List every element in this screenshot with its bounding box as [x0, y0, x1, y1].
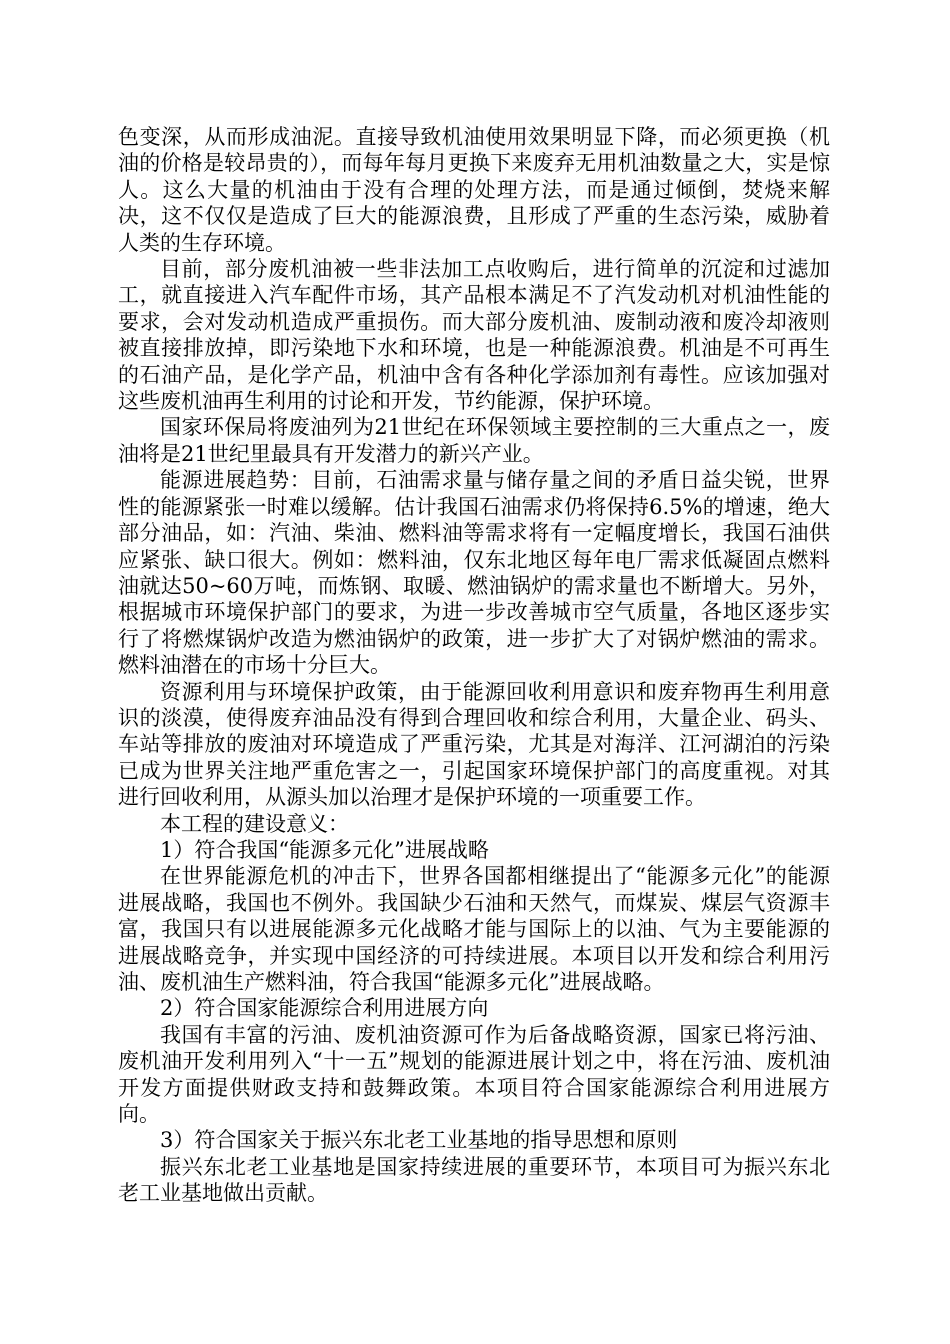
- subheading-3: 3）符合国家关于振兴东北老工业基地的指导思想和原则: [160, 1128, 678, 1153]
- document-body: [118, 124, 830, 1207]
- paragraph-4: 能源进展趋势：目前，石油需求量与储存量之间的矛盾日益尖锐，世界性的能源紧张一时难以缓解。估计我国石油需求仍将保持6.5%的增速，绝大部分油品，如：汽油、柴油、燃料油等需求将有一定幅度增长，我国石油供应紧张、缺口很大。例如：燃料油，仅东北地区每年电厂需求低凝固点燃料油就达50~60万吨，而炼钢、取暖、燃油锅炉的需求量也不断增大。另外，根据城市环境保护部门的要求，为进一步改善城市空气质量，各地区逐步实行了将燃煤锅炉改造为燃油锅炉的政策，进一步扩大了对锅炉燃油的需求。燃料油潜在的市场十分巨大。: [118, 468, 830, 678]
- section-heading-significance: 本工程的建设意义：: [160, 811, 349, 836]
- paragraph-6: 在世界能源危机的冲击下，世界各国都相继提出了“能源多元化”的能源进展战略，我国也不例外。我国缺少石油和天然气，而煤炭、煤层气资源丰富，我国只有以进展能源多元化战略才能与国际上的以油、气为主要能源的进展战略竞争，并实现中国经济的可持续进展。本项目以开发和综合利用污油、废机油生产燃料油，符合我国“能源多元化”进展战略。: [118, 864, 830, 994]
- paragraph-7: 我国有丰富的污油、废机油资源可作为后备战略资源，国家已将污油、废机油开发利用列入“十一五”规划的能源进展计划之中，将在污油、废机油开发方面提供财政支持和鼓舞政策。本项目符合国家能源综合利用进展方向。: [118, 1022, 830, 1127]
- subheading-1: 1）符合我国“能源多元化”进展战略: [160, 837, 489, 862]
- paragraph-5: 资源利用与环境保护政策，由于能源回收利用意识和废弃物再生利用意识的淡漠，使得废弃油品没有得到合理回收和综合利用，大量企业、码头、车站等排放的废油对环境造成了严重污染，尤其是对海洋、江河湖泊的污染已成为世界关注地严重危害之一，引起国家环境保护部门的高度重视。对其进行回收利用，从源头加以治理才是保护环境的一项重要工作。: [118, 679, 830, 810]
- paragraph-1: 色变深，从而形成油泥。直接导致机油使用效果明显下降，而必须更换（机油的价格是较昂贵的），而每年每月更换下来废弃无用机油数量之大，实是惊人。这么大量的机油由于没有合理的处理方法，而是通过倾倒，焚烧来解决，这不仅仅是造成了巨大的能源浪费，且形成了严重的生态污染，威胁着人类的生存环境。: [118, 125, 830, 255]
- paragraph-2: 目前，部分废机油被一些非法加工点收购后，进行简单的沉淀和过滤加工，就直接进入汽车配件市场，其产品根本满足不了汽发动机对机油性能的要求，会对发动机造成严重损伤。而大部分废机油、废制动液和废冷却液则被直接排放掉，即污染地下水和环境，也是一种能源浪费。机油是不可再生的石油产品，是化学产品，机油中含有各种化学添加剂有毒性。应该加强对这些废机油再生利用的讨论和开发，节约能源，保护环境。: [118, 257, 830, 414]
- paragraph-8: 振兴东北老工业基地是国家持续进展的重要环节，本项目可为振兴东北老工业基地做出贡献。: [118, 1154, 830, 1206]
- subheading-2: 2）符合国家能源综合利用进展方向: [160, 996, 489, 1021]
- paragraph-3: 国家环保局将废油列为21世纪在环保领域主要控制的三大重点之一，废油将是21世纪里最具有开发潜力的新兴产业。: [118, 415, 830, 466]
